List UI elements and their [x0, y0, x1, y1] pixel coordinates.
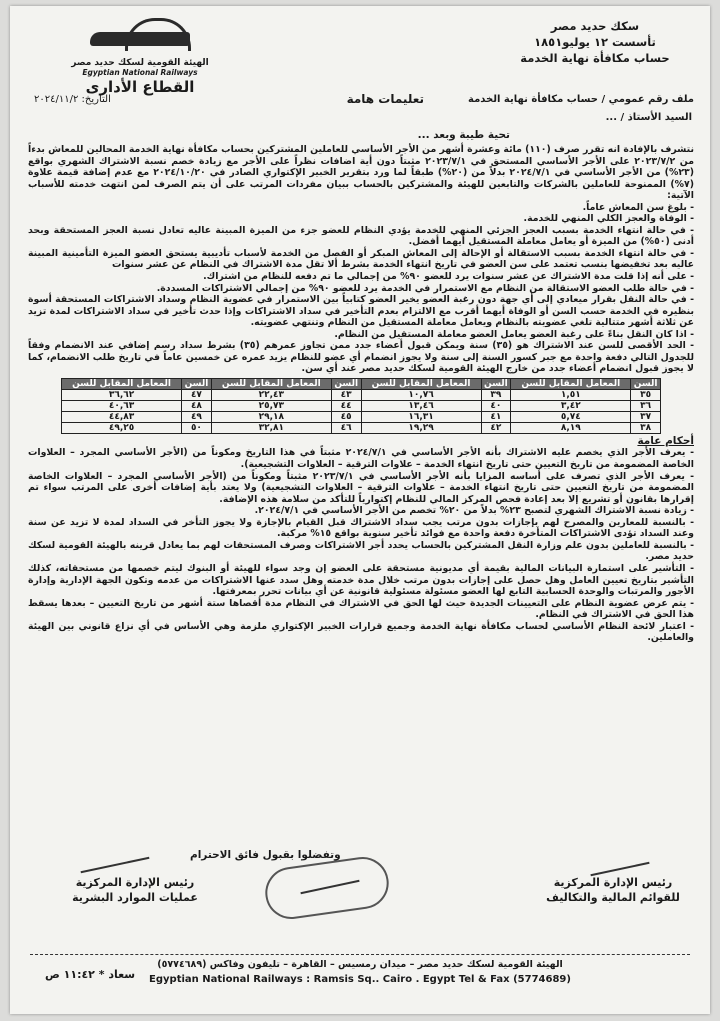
- table-cell: ٣٢,٨١: [211, 422, 331, 433]
- list-item: - بالنسبة للعاملين بدون علم وزارة النقل المشتركين بالحساب يحدد أجر الاشتراكات وصرف المستحقات لهم بما يعادل قرينه بالهيئة القومية لسكك حديد مصر.: [28, 539, 694, 563]
- letter-body: [28, 144, 694, 644]
- org-department: حساب مكافأة نهاية الخدمة: [520, 51, 670, 65]
- document-date: التاريخ: ٢٠٢٤/١١/٢: [34, 94, 111, 105]
- table-cell: ٣٧: [631, 411, 661, 422]
- list-item: - يعرف الأجر الذي تصرف على أساسه المزايا بأنه الأجر الأساسي في ٢٠٢٣/٧/١ مثبتاً ومكوناً من (الأجر الأساسي المجرد – العلاوات الخاصة المضمومة من تاريخ التعيين حتى تاريخ انتهاء الخدمة – علاوات الترقية – العلاوات التشجيعية) ولا يعتد بأية إضافات أخرى على المرتب سواء تم إقرارها بقانون أو تشريع إلا بعد إعادة فحص المركز المالي للنظام إكتوارياً للتأكد من سلامة هذه الإضافة.: [28, 470, 694, 505]
- table-header: السن: [182, 378, 212, 389]
- list-item: - اعتبار لائحة النظام الأساسي لحساب مكافأة نهاية الخدمة وجميع قرارات الخبير الإكتواري ملزمة وهي الأساس في أي نزاع قانوني بين الهيئة والعاملين.: [28, 620, 694, 644]
- signer-title: رئيس الإدارة المركزية: [75, 876, 195, 889]
- table-cell: ٢٢,٤٣: [211, 389, 331, 400]
- footer-address-en: Egyptian National Railways : Ramsis Sq.. Cairo . Egypt Tel & Fax (5774689): [149, 974, 571, 985]
- table-cell: ٢٩,١٨: [211, 411, 331, 422]
- table-cell: ٤٠: [481, 400, 511, 411]
- table-header: السن: [631, 378, 661, 389]
- table-header: المعامل المقابل للسن: [511, 378, 631, 389]
- table-row: [62, 400, 661, 411]
- table-cell: ٤٢: [481, 422, 511, 433]
- table-cell: ٤٩: [182, 411, 212, 422]
- table-header: السن: [481, 378, 511, 389]
- list-item: - الحد الأقصى للسن عند الاشتراك هو (٣٥) سنة ويمكن قبول أعضاء جدد ممن تجاوز عمرهم (٣٥) بشرط سداد رسم إضافي عند الانضمام وفقاً للجدول التالي دفعة واحدة مع جبر كسور السنة إلى سنة ولا يجوز انضمام أي عضو للنظام يزيد عمره عن خمسين عاماً في تاريخ طلب الانضمام، كما لا يجوز قبول انضمام أعضاء جدد من خارج الهيئة القومية لسكك حديد مصر عند أي سن.: [28, 340, 694, 375]
- logo-text-ar: الهيئة القومية لسكك حديد مصر: [71, 58, 209, 68]
- signer-department: عمليات الموارد البشرية: [72, 891, 198, 904]
- addressee: السيد الأستاذ / ...: [605, 112, 692, 123]
- table-cell: ٤٣: [331, 389, 361, 400]
- org-founded: تأسست ١٢ يوليو١٨٥١: [534, 35, 656, 49]
- footer-address-ar: الهيئة القومية لسكك حديد مصر – ميدان رمسيس – القاهرة – تليفون وفاكس (٥٧٧٤٦٨٩): [157, 959, 563, 970]
- list-item: - التأشير على استمارة البيانات المالية بقيمة أي مديونية مستحقة على العضو إن وجد سواء للهيئة أو البنوك ليتم خصمها من مستحقاته، كذلك التأشير بتاريخ تعيين العامل وهل حصل على إجازات بدون مرتب خلال مدة خدمته وهل سدد عنها الاشتراكات من عدمه وتكون الجهة الإدارية وإدارة الأجور والمرتبات والوحدة الحسابية التابع لها العضو مسئولة مسئولية قانونية عن أي بيانات تحرر بمعرفتها.: [28, 562, 694, 598]
- table-cell: ١٦,٣١: [361, 411, 481, 422]
- table-cell: ٤٤,٨٣: [62, 411, 182, 422]
- table-cell: ١٠,٧٦: [361, 389, 481, 400]
- table-cell: ٨,١٩: [511, 422, 631, 433]
- greeting: تحية طيبة وبعد ...: [417, 129, 510, 141]
- table-cell: ٤٦: [331, 422, 361, 433]
- table-cell: ٥٠: [182, 422, 212, 433]
- table-cell: ٣٨: [631, 422, 661, 433]
- table-cell: ٣٥: [631, 389, 661, 400]
- logo-text-en: Egyptian National Railways: [82, 68, 198, 77]
- table-cell: ٤٧: [182, 389, 212, 400]
- list-item: - في حالة طلب العضو الاستقالة من النظام مع الاستمرار في الخدمة يرد للعضو ٩٠% من إجمالي الاشتراكات المسددة.: [156, 282, 694, 294]
- table-header: المعامل المقابل للسن: [62, 378, 182, 389]
- list-item: - اذا كان النقل بناءً على رغبة العضو يعامل العضو معاملة المستقيل من النظام.: [334, 328, 694, 340]
- table-cell: ١٣,٤٦: [361, 400, 481, 411]
- table-cell: ٤٥: [331, 411, 361, 422]
- footer-divider: [30, 954, 690, 955]
- table-row: [62, 389, 661, 400]
- list-item: - بلوغ سن المعاش عاماً.: [582, 201, 694, 213]
- list-item: - الوفاة والعجز الكلي المنهي للخدمة.: [523, 213, 694, 225]
- table-cell: ٤٠,٦٣: [62, 400, 182, 411]
- list-item: - يعرف الأجر الذي يخصم عليه الاشتراك بأنه الأجر الأساسي في ٢٠٢٤/٧/١ مثبتاً في هذا التاريخ ومكوناً من (الأجر الأساسي المجرد – العلاوات الخاصة المضمومة من تاريخ التعيين حتى تاريخ انتهاء الخدمة – علاوات الترقية – العلاوات التشجيعية).: [28, 447, 694, 471]
- table-cell: ٣,٤٢: [511, 400, 631, 411]
- list-item: - في حالة انتهاء الخدمة بسبب الاستقالة أو الإحالة إلى المعاش المبكر أو الفصل من الخدمة لأسباب تأديبية يستحق العضو الميزة التأمينية المبينة عاليه بعد تخفيضها بنسب تعتمد على سن العضو في تاريخ انتهاء الخدمة بشرط ألا تقل مدة الاشتراك في النظام عن عشر سنوات: [28, 247, 694, 271]
- age-coefficient-table: [61, 378, 661, 434]
- org-header: [500, 18, 690, 66]
- footer-stamp-note: سعاد * ١١:٤٢ ص: [45, 968, 136, 981]
- list-item: - يتم عرض عضوية النظام على التعيينات الجديدة حيث لها الحق في الاشتراك في النظام مدة أقصاها ستة أشهر من تاريخ التعيين – بعدها يسقط هذا الحق في الاشتراك في النظام.: [28, 597, 694, 621]
- signer-department: للقوائم المالية والتكاليف: [546, 891, 680, 904]
- file-reference: ملف رقم عمومي / حساب مكافأة نهاية الخدمة: [468, 94, 694, 105]
- table-row: [62, 422, 661, 433]
- table-cell: ٤٤: [331, 400, 361, 411]
- table-cell: ٣٩: [481, 389, 511, 400]
- list-item: - بالنسبة للمعارين والمصرح لهم بإجازات بدون مرتب يجب سداد الاشتراك قبل القيام بالإجازة ولا يجوز التأخر في السداد لمدة لا تزيد عن سنة وعند السداد تؤدى الاشتراكات المتأخرة دفعة واحدة مع فوائد تأخير سنوية بواقع ١٥% مركبة.: [28, 516, 694, 540]
- org-name: سكك حديد مصر: [550, 19, 640, 33]
- list-item: - على أنه إذا قلت مدة الاشتراك عن عشر سنوات يرد للعضو ٩٠% من إجمالي ما تم دفعه للنظام من اشتراك.: [203, 271, 694, 283]
- table-cell: ٤٨: [182, 400, 212, 411]
- letter-page: [10, 6, 710, 1014]
- table-header: المعامل المقابل للسن: [361, 378, 481, 389]
- list-item: - في حالة انتهاء الخدمة بسبب العجز الجزئي المنهي للخدمة يؤدي النظام للعضو جزء من الميزة المبينة عاليه تعادل نسبة العجز المستحقة وبحد أدنى (٥٠%) من الميزة أو يعامل معاملة المستقيل أيهما أفضل.: [28, 224, 694, 248]
- list-item: - زيادة نسبة الاشتراك الشهري لتصبح ٢٣% بدلاً من ٢٠% تخصم من الأجر الأساسي في ٢٠٢٤/٧/١.: [254, 505, 694, 517]
- table-cell: ١٩,٢٩: [361, 422, 481, 433]
- table-header: المعامل المقابل للسن: [211, 378, 331, 389]
- document-title: تعليمات هامة: [346, 92, 424, 106]
- table-cell: ٣٦: [631, 400, 661, 411]
- closing-line: وتفضلوا بقبول فائق الاحترام: [190, 849, 341, 861]
- signer-title: رئيس الإدارة المركزية: [553, 876, 673, 889]
- table-header: السن: [331, 378, 361, 389]
- table-cell: ٢٥,٧٣: [211, 400, 331, 411]
- train-logo-icon: [85, 18, 195, 58]
- list-item: - في حالة النقل بقرار ميعادي إلى أي جهة دون رغبة العضو يخير العضو كتابياً بين الاستمرار في عضوية النظام وسداد الاشتراكات المستحقة أسوة بنظيره في الخدمة حسب السن أو الوفاة أيهما أقرب مع الالتزام بعدم التأخير في سداد الاشتراكات وإذا حدث تأخير في سداد الاشتراكات لمدة تزيد عن ثلاثة أشهر متتالية تلغي عضويته بالنظام ويعامل معاملة المستقيل من النظام وتنتهي عضويته.: [28, 294, 694, 329]
- logo-block: [65, 18, 215, 96]
- signature-block-finance: [538, 861, 688, 905]
- intro-paragraph: نتشرف بالإفادة انه تقرر صرف (١١٠) مائة وعشرة أشهر من الأجر الأساسي للعاملين المشتركين بحساب مكافأة نهاية الخدمة المحالين للمعاش بدءاً من ٢٠٢٣/٧/٢ على الأجر الأساسي المستحق في ٢٠٢٣/٧/١ مثبتاً دون أية اضافات نظراً على الأجر مع زيادة خصم نسبة الاشتراك الشهري بواقع (٢٣%) من الأجر الأساسي في ٢٠٢٤/٧/١ بدلاً من (٢٠%) طبقاً لما ورد بتقرير الخبير الإكتواري الصادر في ٢٠٢٤/١٠/٢٠ مع عدم إضافة قيمة علاوة (٧%) الممنوحة للعاملين بالشركات والتابعين للهيئة والمشتركين بالحساب ببيان مفردات المرتب على أن يتم الصرف لمن انتهت خدمته للأسباب الآتية:: [28, 144, 695, 202]
- table-cell: ٥,٧٤: [511, 411, 631, 422]
- table-row: [62, 411, 661, 422]
- table-cell: ٣٦,٦٢: [62, 389, 182, 400]
- table-header-row: [62, 378, 661, 389]
- table-cell: ٤١: [481, 411, 511, 422]
- sector-title: القطاع الأدارى: [85, 78, 195, 96]
- table-cell: ١,٥١: [511, 389, 631, 400]
- general-provisions-title: أحكام عامة: [637, 434, 694, 447]
- table-cell: ٤٩,٢٥: [62, 422, 182, 433]
- reference-row: [26, 94, 694, 112]
- signature-block-hr: [60, 861, 210, 905]
